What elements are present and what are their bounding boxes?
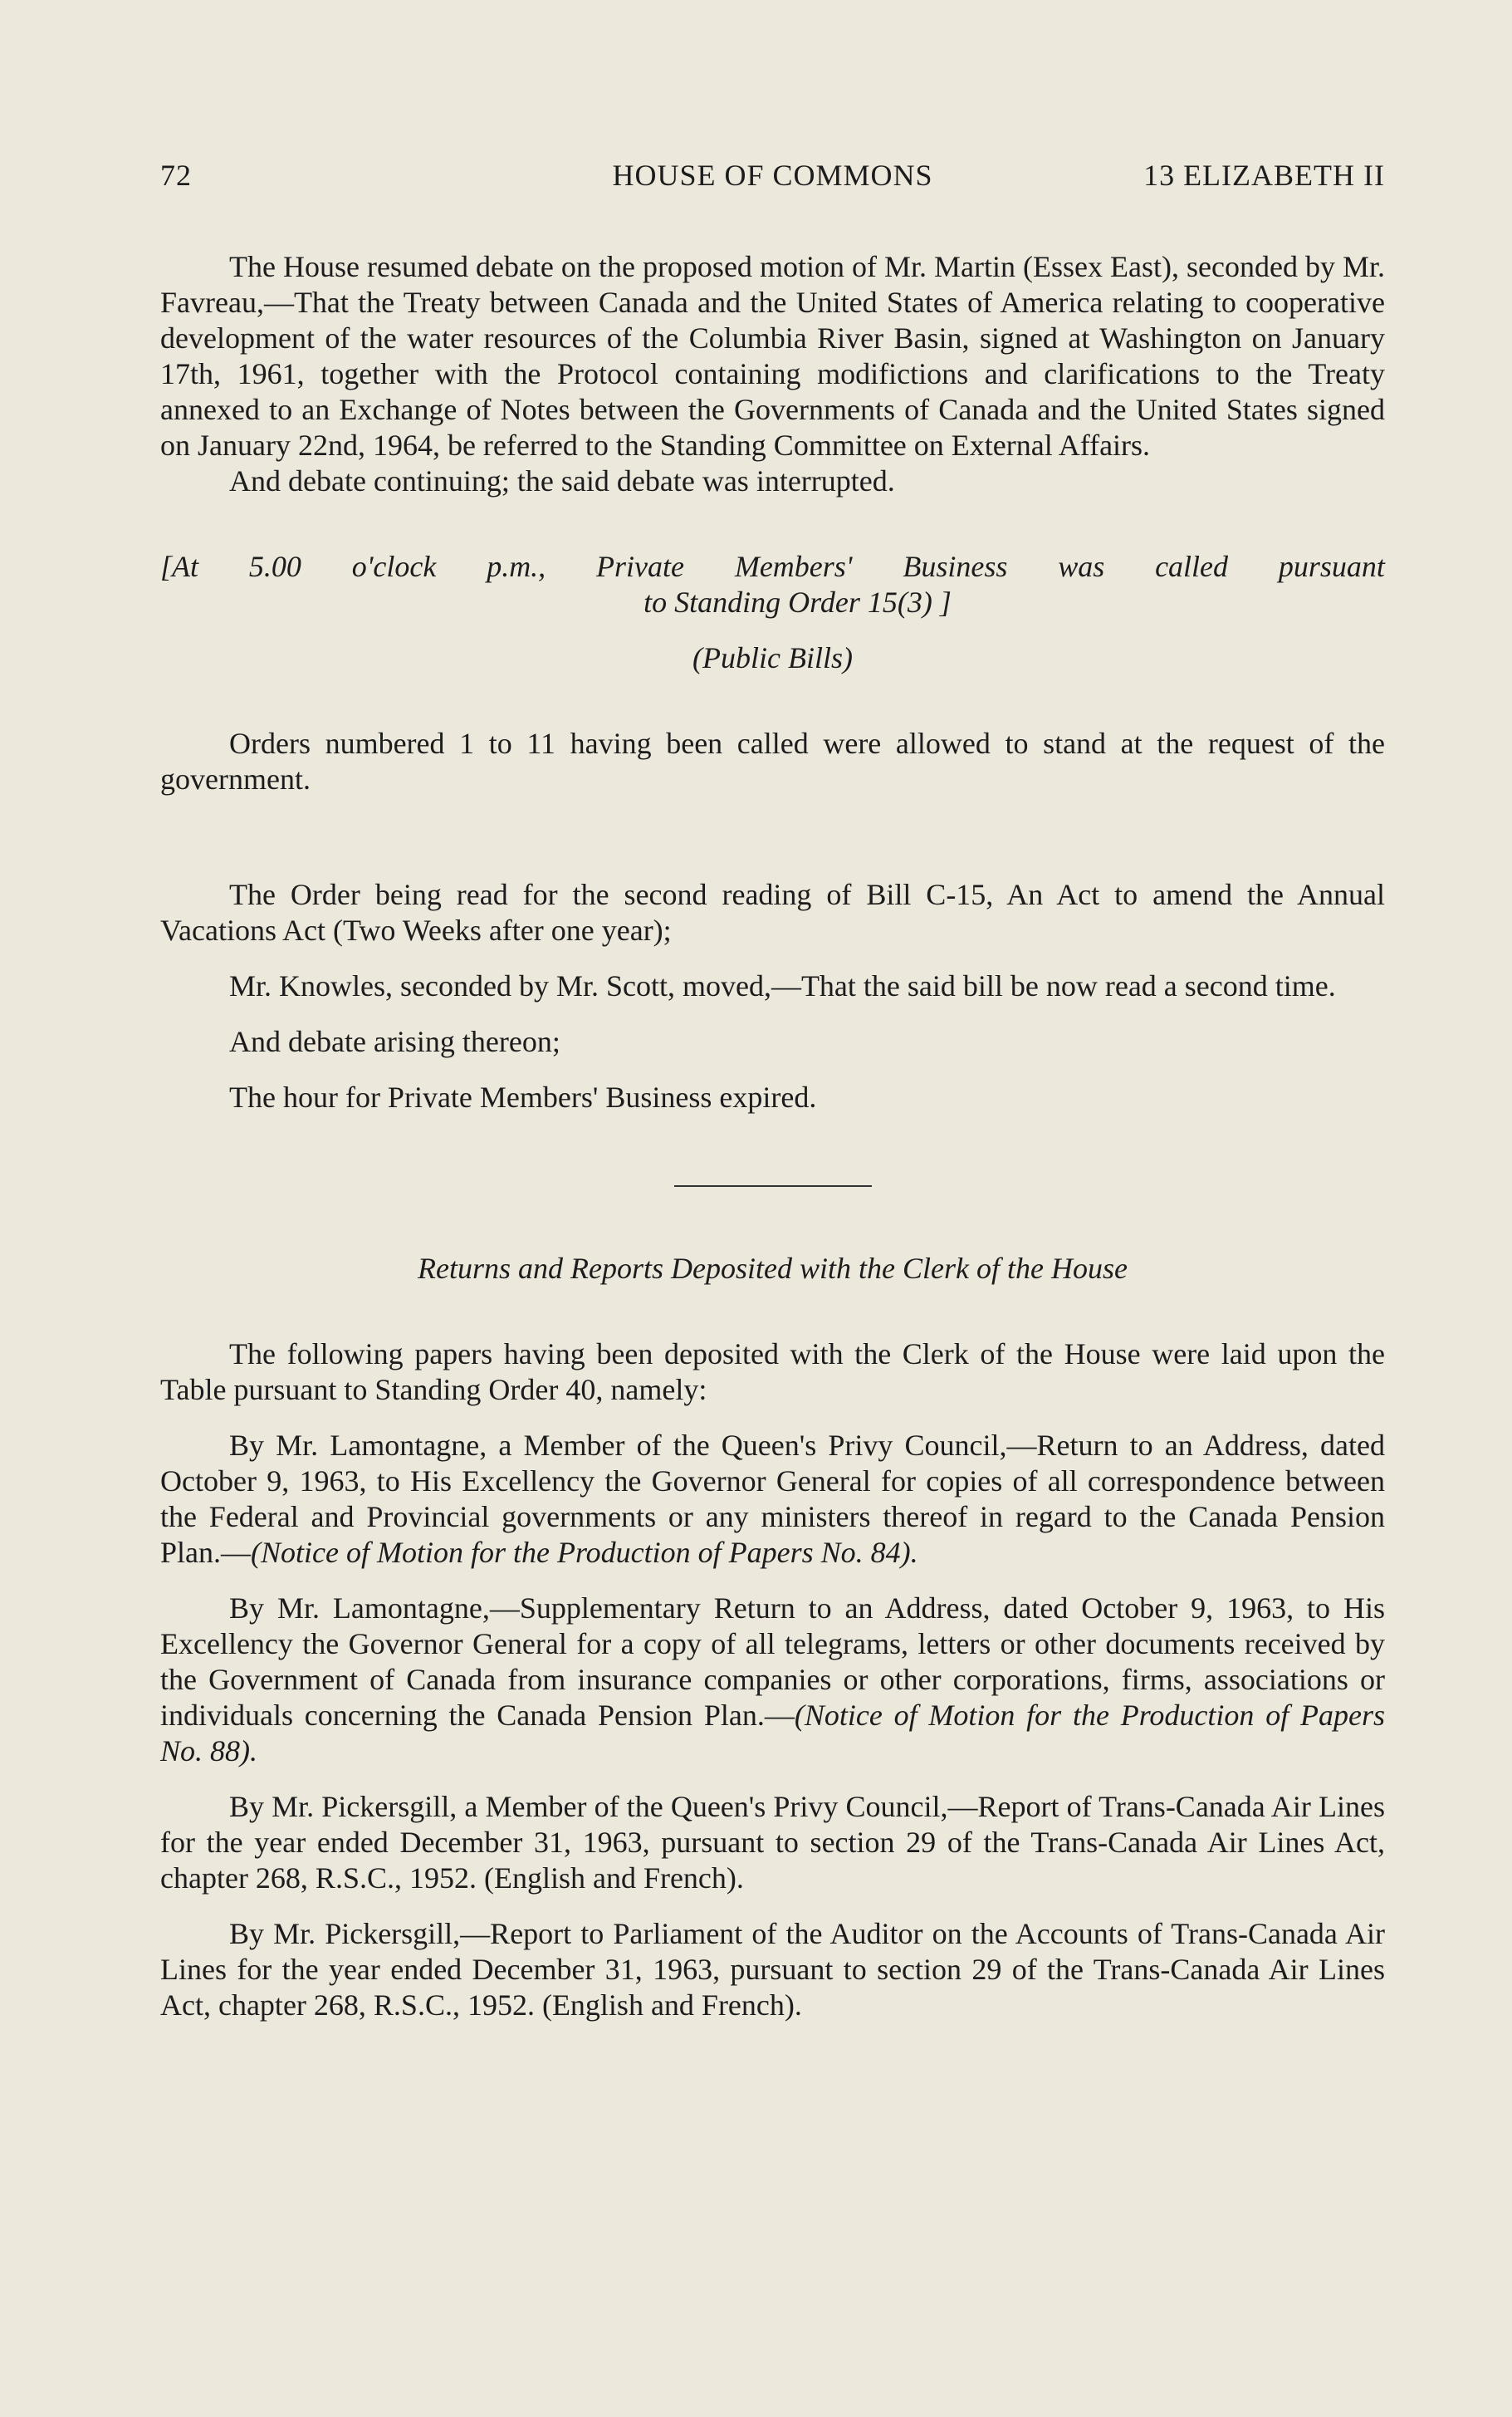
returns-heading: Returns and Reports Deposited with the Clerk of the House [418,1252,1128,1285]
page-header [160,158,1385,199]
return-item-4: By Mr. Pickersgill,—Report to Parliament of the Auditor on the Accounts of Trans-Canada Air Lines for the year ended December 31, 1963, pursuant to section 29 of the Trans-Canada Air Lines Act, chapter 268, R.S.C., 1952. (English and French). [160,1917,1385,2022]
bill-debate-paragraph: And debate arising thereon; [229,1025,560,1058]
notice-word: [At [160,550,199,583]
orders-paragraph: Orders numbered 1 to 11 having been called were allowed to stand at the request of the government. [160,727,1385,796]
notice-word: was [1058,550,1105,583]
notice-word: 5.00 [248,550,301,583]
page-body [160,249,1385,2023]
notice-word: Members' [734,550,853,583]
notice-word: Business [903,550,1008,583]
notice-word: Private [596,550,684,583]
public-bills-heading: (Public Bills) [692,641,853,674]
bill-reading-paragraph: The Order being read for the second reading of Bill C-15, An Act to amend the Annual Vacations Act (Two Weeks after one year); [160,878,1385,947]
running-title: HOUSE OF COMMONS [612,159,933,192]
return-item-2-notice: (Notice of Motion for the Production of Papers No. 88). [160,1699,1385,1767]
return-item-1-text: By Mr. Lamontagne, a Member of the Queen's Privy Council,—Return to an Address, dated October 9, 1963, to His Excellency the Governor General for copies of all correspondence between the Federal and Provincial governments or any ministers thereof in regard to the Canada Pension Plan.— [160,1429,1385,1569]
return-item-2 [160,1591,1385,1769]
divider-rule [674,1185,872,1187]
notice-word: pursuant [1278,550,1385,583]
debate-interrupted: And debate continuing; the said debate was interrupted. [229,464,895,498]
debate-paragraph: The House resumed debate on the proposed motion of Mr. Martin (Essex East), seconded by Mr. Favreau,—That the Treaty between Canada and the United States of America relating to cooperative development of the water resources of the Columbia River Basin, signed at Washington on January 17th, 1961, together with the Protocol containing modifictions and clarifications to the Treaty annexed to an Exchange of Notes between the Governments of Canada and the United States signed on January 22nd, 1964, be referred to the Standing Committee on External Affairs. [160,250,1385,462]
notice-word: o'clock [351,550,437,583]
returns-intro: The following papers having been deposited with the Clerk of the House were laid upon the Table pursuant to Standing Order 40, namely: [160,1337,1385,1406]
regnal-year: 13 ELIZABETH II [1143,159,1385,192]
section-divider [160,1165,1385,1201]
private-members-notice-line1 [160,549,1385,585]
private-members-notice-line2: to Standing Order 15(3) ] [643,586,952,619]
return-item-3: By Mr. Pickersgill, a Member of the Queen's Privy Council,—Report of Trans-Canada Air Lines for the year ended December 31, 1963, pursuant to section 29 of the Trans-Canada Air Lines Act, chapter 268, R.S.C., 1952. (English and French). [160,1790,1385,1895]
return-item-1-notice: (Notice of Motion for the Production of Papers No. 84). [251,1536,918,1569]
notice-word: called [1155,550,1229,583]
return-item-1 [160,1428,1385,1571]
page-number: 72 [160,159,192,192]
return-item-2-text: By Mr. Lamontagne,—Supplementary Return to an Address, dated October 9, 1963, to His Excellency the Governor General for a copy of all telegrams, letters or other documents received by the Government of Canada from insurance companies or other corporations, firms, associations or individuals concerning the Canada Pension Plan.— [160,1591,1385,1732]
notice-word: p.m., [487,550,546,583]
bill-motion-paragraph: Mr. Knowles, seconded by Mr. Scott, moved,—That the said bill be now read a second time. [229,969,1336,1003]
hour-expired-paragraph: The hour for Private Members' Business expired. [229,1081,817,1114]
